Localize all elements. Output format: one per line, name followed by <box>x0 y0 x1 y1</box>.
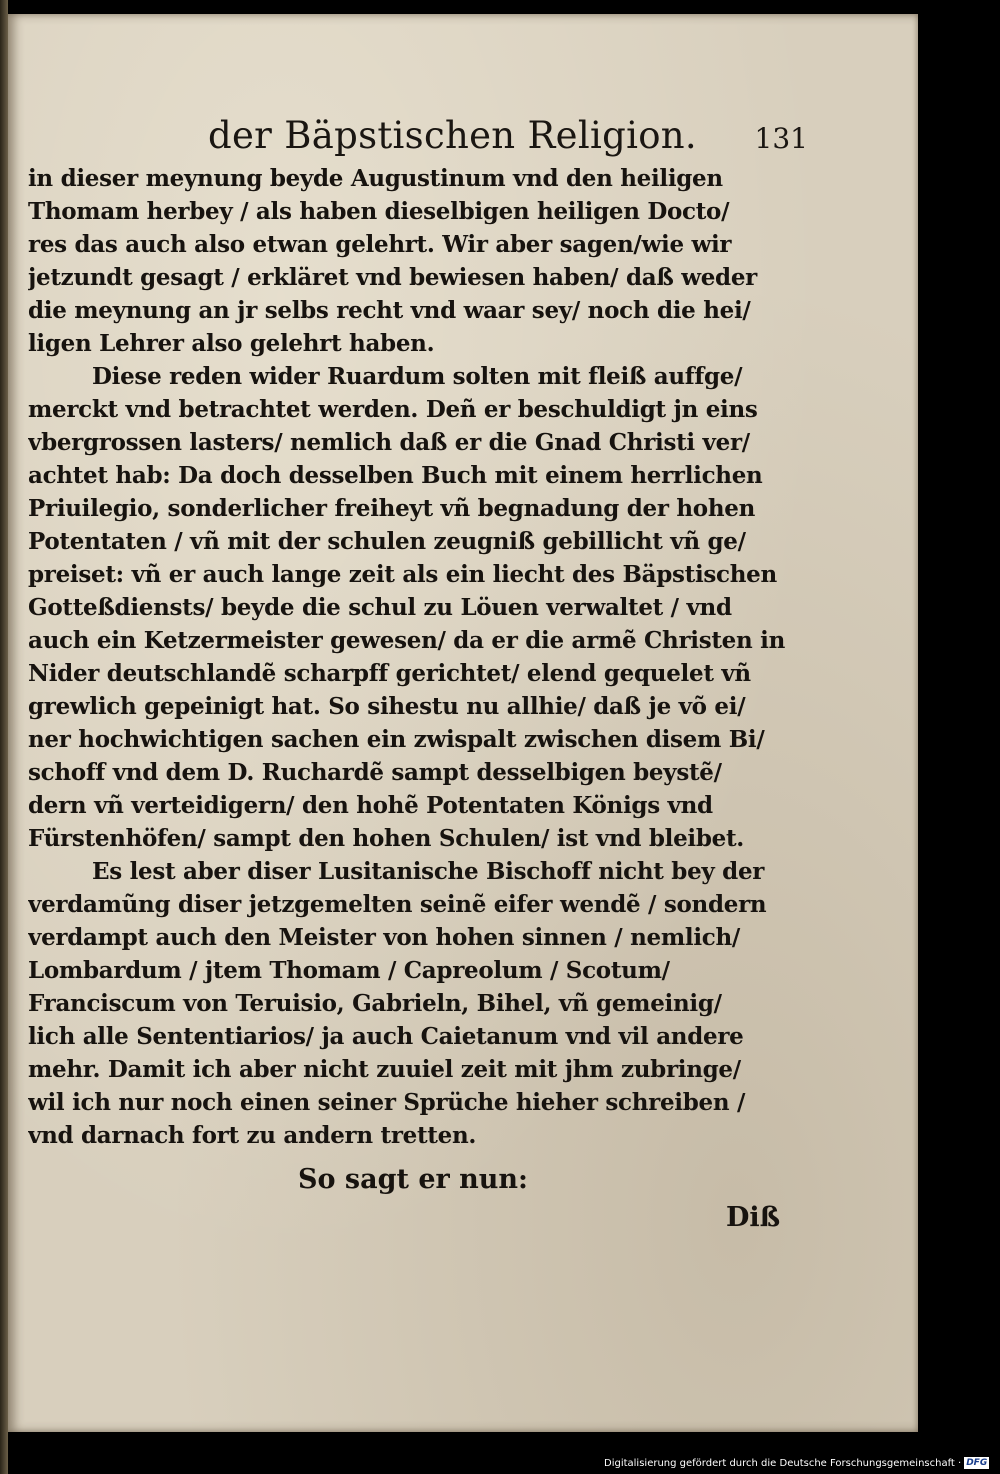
book-edge <box>0 0 8 1474</box>
body-text <box>28 162 798 1152</box>
text-line: Es lest aber diser Lusitanische Bischoff nicht bey der <box>92 858 765 885</box>
citation-line: So sagt er nun: <box>298 1164 529 1195</box>
text-line: auch ein Ketzermeister gewesen/ da er die armẽ Christen in <box>28 627 785 654</box>
running-head: der Bäpstischen Religion. <box>208 114 697 157</box>
text-line: ligen Lehrer also gelehrt haben. <box>28 330 435 357</box>
text-line: vbergrossen lasters/ nemlich daß er die Gnad Christi ver/ <box>28 429 750 456</box>
text-line: verdamũng diser jetzgemelten seinẽ eifer wendẽ / sondern <box>28 891 767 918</box>
text-line: wil ich nur noch einen seiner Sprüche hieher schreiben / <box>28 1089 746 1116</box>
page-number: 131 <box>754 122 808 155</box>
dfg-logo: DFG <box>966 1458 988 1468</box>
text-line: jetzundt gesagt / erkläret vnd bewiesen haben/ daß weder <box>28 264 757 291</box>
digitization-credit <box>604 1456 996 1472</box>
text-line: die meynung an jr selbs recht vnd waar sey/ noch die hei/ <box>28 297 751 324</box>
text-line: Thomam herbey / als haben dieselbigen heiligen Docto/ <box>28 198 730 225</box>
credit-text: Digitalisierung gefördert durch die Deutsche Forschungsgemeinschaft · <box>604 1458 962 1469</box>
text-line: schoff vnd dem D. Ruchardẽ sampt desselbigen beystẽ/ <box>28 759 722 786</box>
text-line: ner hochwichtigen sachen ein zwispalt zwischen disem Bi/ <box>28 726 765 753</box>
text-line: verdampt auch den Meister von hohen sinnen / nemlich/ <box>28 924 740 951</box>
text-line: grewlich gepeinigt hat. So sihestu nu allhie/ daß je võ ei/ <box>28 693 746 720</box>
text-line: Diese reden wider Ruardum solten mit fleiß auffge/ <box>92 363 743 390</box>
text-line: Potentaten / vñ mit der schulen zeugniß gebillicht vñ ge/ <box>28 528 746 555</box>
text-line: merckt vnd betrachtet werden. Deñ er beschuldigt jn eins <box>28 396 758 423</box>
text-line: Priuilegio, sonderlicher freiheyt vñ begnadung der hohen <box>28 495 756 522</box>
text-line: Nider deutschlandẽ scharpff gerichtet/ elend gequelet vñ <box>28 660 751 687</box>
text-line: in dieser meynung beyde Augustinum vnd den heiligen <box>28 165 723 192</box>
text-line: dern vñ verteidigern/ den hohẽ Potentaten Königs vnd <box>28 792 713 819</box>
text-line: vnd darnach fort zu andern tretten. <box>28 1122 477 1149</box>
text-line: Franciscum von Teruisio, Gabrieln, Bihel, vñ gemeinig/ <box>28 990 722 1017</box>
text-line: res das auch also etwan gelehrt. Wir aber sagen/wie wir <box>28 231 732 258</box>
text-line: mehr. Damit ich aber nicht zuuiel zeit mit jhm zubringe/ <box>28 1056 741 1083</box>
book-page <box>8 14 918 1432</box>
text-line: achtet hab: Da doch desselben Buch mit einem herrlichen <box>28 462 763 489</box>
text-line: Fürstenhöfen/ sampt den hohen Schulen/ ist vnd bleibet. <box>28 825 744 852</box>
text-line: preiset: vñ er auch lange zeit als ein liecht des Bäpstischen <box>28 561 777 588</box>
catchword: Diß <box>726 1202 781 1233</box>
text-line: lich alle Sententiarios/ ja auch Caietanum vnd vil andere <box>28 1023 744 1050</box>
text-line: Lombardum / jtem Thomam / Capreolum / Scotum/ <box>28 957 670 984</box>
text-line: Gotteßdiensts/ beyde die schul zu Löuen verwaltet / vnd <box>28 594 732 621</box>
